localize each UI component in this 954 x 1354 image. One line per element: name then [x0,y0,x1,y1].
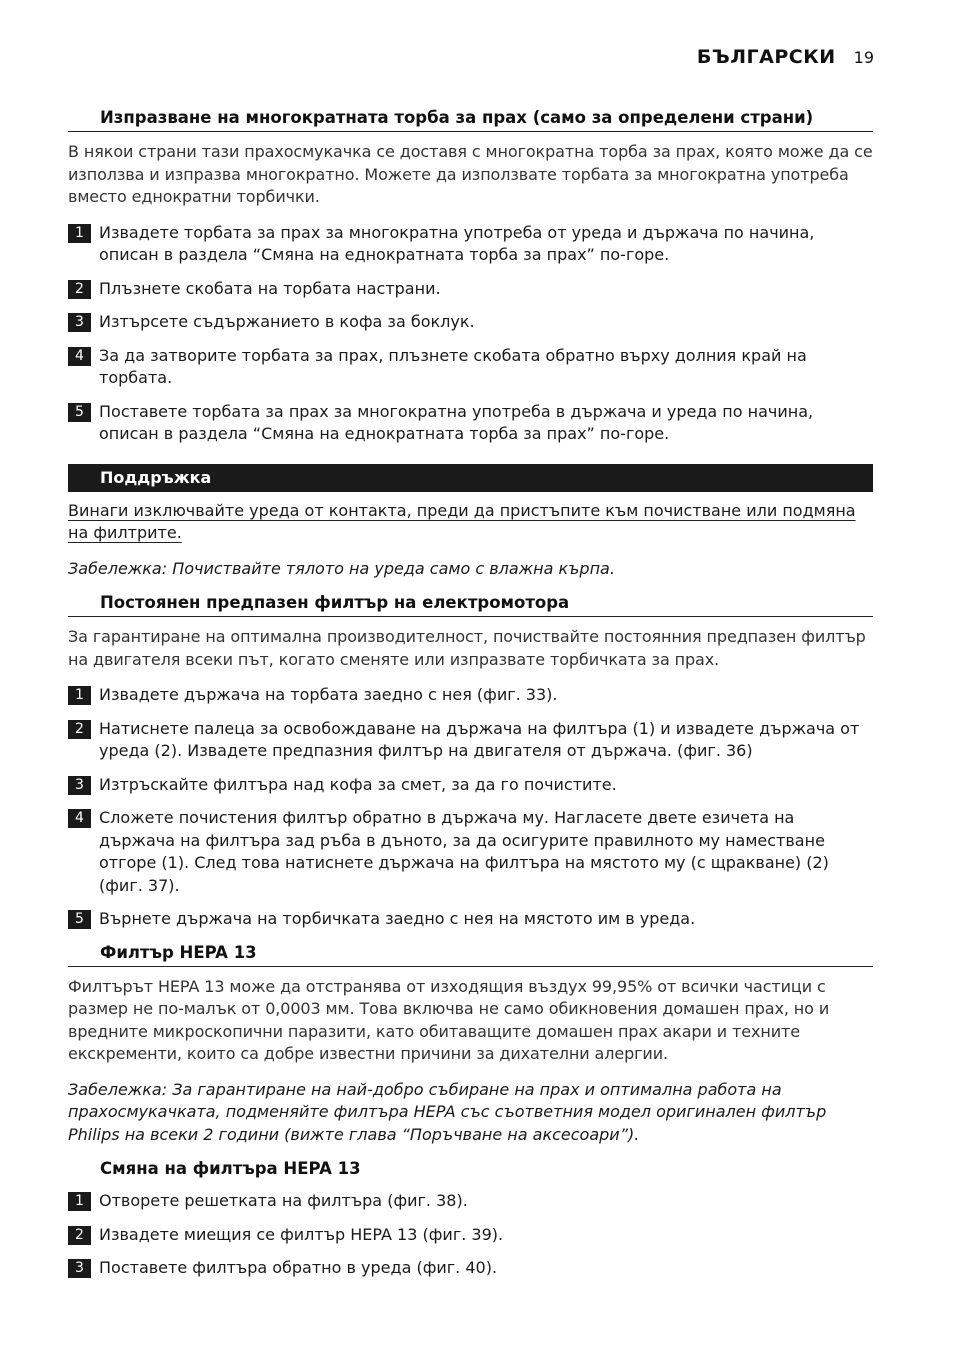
steps-motor-filter [68,684,873,931]
step-number: 4 [68,347,91,366]
section-heading-hepa: Филтър HEPA 13 [68,942,873,967]
step-number: 3 [68,776,91,795]
maintenance-note: Забележка: Почиствайте тялото на уреда само с влажна кърпа. [68,558,615,578]
step-number: 3 [68,313,91,332]
maintenance-warning [68,500,873,545]
section-heading-hepa-replace: Смяна на филтъра HEPA 13 [100,1159,361,1178]
step-number: 1 [68,686,91,705]
page-header [697,46,874,68]
maintenance-warning-text: Винаги изключвайте уреда от контакта, преди да пристъпите към почистване или подмяна на филтрите. [68,500,856,542]
step-item [68,718,873,763]
step-item [68,908,873,931]
steps-hepa-replace [68,1190,873,1280]
section-intro-hepa: Филтърът HEPA 13 може да отстранява от изходящия въздух 99,95% от всички частици с размер не по-малък от 0,0003 мм. Това включва не само обикновения домашен прах, но и вредните микроскопични паразити, като обитаващите домашен прах акари и техните екскременти, които са добре известни причини за дихателни алергии. [68,976,830,1063]
section-intro-reusable-bag: В някои страни тази прахосмукачка се доставя с многократна торба за прах, която може да се използва и изпразва многократно. Можете да използвате торбата за многократна употреба вместо еднократни торбички. [68,142,873,206]
step-text: Извадете държача на торбата заедно с нея (фиг. 33). [99,685,558,704]
step-item [68,222,873,267]
language-label: БЪЛГАРСКИ [696,46,836,68]
step-text: За да затворите торбата за прах, плъзнете скобата обратно върху долния край на торбата. [99,345,807,387]
page-content [68,107,873,1291]
step-number: 3 [68,1259,91,1278]
page-number: 19 [853,48,874,67]
step-text: Плъзнете скобата на торбата настрани. [99,278,441,298]
step-item [68,1224,873,1247]
step-item [68,345,873,390]
section-heading-motor-filter: Постоянен предпазен филтър на електромотора [68,592,873,617]
step-item [68,401,873,446]
step-number: 5 [68,910,91,929]
step-number: 2 [68,720,91,739]
hepa-note: Забележка: За гарантиране на най-добро събиране на прах и оптимална работа на прахосмукачката, подменяйте филтъра HEPA със съответния модел оригинален филтър Philips на всеки 2 години (вижте глава “Поръчване на аксесоари”). [68,1079,827,1144]
step-text: Изтърсете съдържанието в кофа за боклук. [99,312,475,331]
step-text: Изтръскайте филтъра над кофа за смет, за да го почистите. [99,774,617,794]
step-text: Извадете миещия се филтър HEPA 13 (фиг. 39). [99,1224,504,1244]
step-item [68,1257,873,1280]
step-text: Извадете торбата за прах за многократна употреба от уреда и държача по начина, описан в раздела “Смяна на еднократната торба за прах” по-горе. [99,222,815,264]
section-heading-maintenance: Поддръжка [68,464,873,492]
step-item [68,807,873,897]
step-number: 1 [68,1192,91,1211]
step-text: Отворете решетката на филтъра (фиг. 38). [99,1191,468,1210]
step-text: Поставете филтъра обратно в уреда (фиг. 40). [99,1258,498,1277]
step-number: 2 [68,280,91,299]
step-item [68,774,873,797]
step-number: 4 [68,809,91,828]
step-item [68,278,873,301]
section-heading-reusable-bag: Изпразване на многократната торба за прах (само за определени страни) [68,107,873,132]
step-item [68,311,873,334]
step-item [68,684,873,707]
step-text: Върнете държача на торбичката заедно с нея на мястото им в уреда. [99,909,696,928]
step-text: Сложете почистения филтър обратно в държача му. Нагласете двете езичета на държача на филтъра зад ръба в дъното, за да осигурите правилното му наместване отгоре (1). След това натиснете държача на филтъра на мястото му (с щракване) (2) (фиг. 37). [99,808,829,895]
step-number: 1 [68,224,91,243]
step-text: Поставете торбата за прах за многократна употреба в държача и уреда по начина, описан в раздела “Смяна на еднократната торба за прах” по-горе. [99,401,814,443]
step-number: 2 [68,1226,91,1245]
step-text: Натиснете палеца за освобождаване на държача на филтъра (1) и извадете държача от уреда (2). Извадете предпазния филтър на двигателя от държача. (фиг. 36) [99,718,860,760]
steps-reusable-bag [68,222,873,446]
step-number: 5 [68,403,91,422]
section-intro-motor-filter: За гарантиране на оптимална производителност, почиствайте постоянния предпазен филтър на двигателя всеки път, когато сменяте или изпразвате торбичката за прах. [68,627,866,669]
step-item [68,1190,873,1213]
